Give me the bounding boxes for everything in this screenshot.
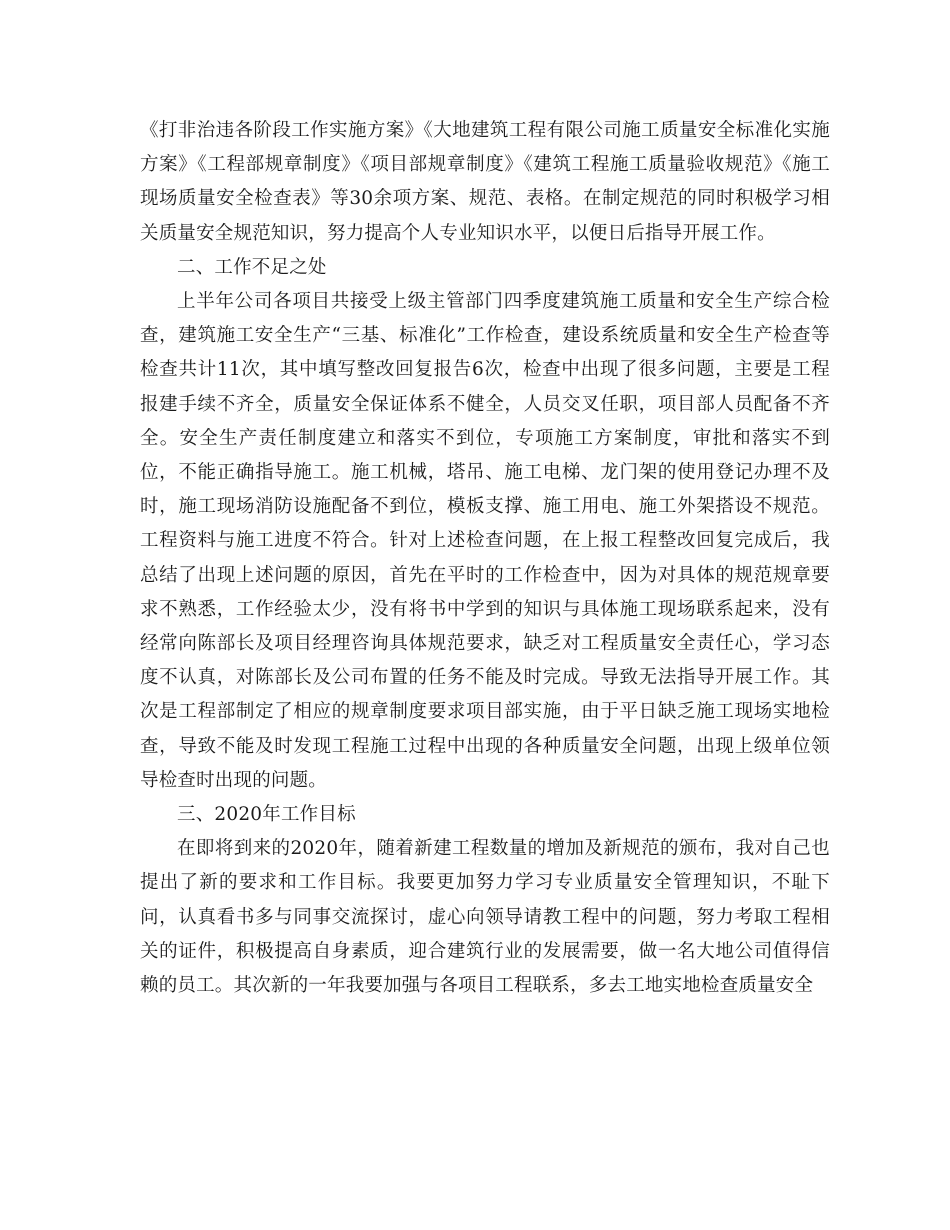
- section-heading-shortcomings: 二、工作不足之处: [177, 256, 327, 278]
- paragraph-plans-list: 《打非治违各阶段工作实施方案》《大地建筑工程有限公司施工质量安全标准化实施方案》《工程部规章制度》《项目部规章制度》《建筑工程施工质量验收规范》《施工现场质量安全检查表》等30余项方案、规范、表格。在制定规范的同时积极学习相关质量安全规范知识，努力提高个人专业知识水平，以便日后指导开展工作。: [140, 120, 830, 244]
- paragraph-2020-goals: 在即将到来的2020年，随着新建工程数量的增加及新规范的颁布，我对自己也提出了新的要求和工作目标。我要更加努力学习专业质量安全管理知识，不耻下问，认真看书多与同事交流探讨，虚心向领导请教工程中的问题，努力考取工程相关的证件，积极提高自身素质，迎合建筑行业的发展需要，做一名大地公司值得信赖的员工。其次新的一年我要加强与各项目工程联系，多去工地实地检查质量安全: [140, 838, 830, 997]
- document-body: [140, 114, 830, 1003]
- section-heading-2020-goals: 三、2020年工作目标: [177, 804, 356, 826]
- paragraph-shortcomings: 上半年公司各项目共接受上级主管部门四季度建筑施工质量和安全生产综合检查，建筑施工安全生产“三基、标准化”工作检查，建设系统质量和安全生产检查等检查共计11次，其中填写整改回复报告6次，检查中出现了很多问题，主要是工程报建手续不齐全，质量安全保证体系不健全，人员交叉任职，项目部人员配备不齐全。安全生产责任制度建立和落实不到位，专项施工方案制度，审批和落实不到位，不能正确指导施工。施工机械，塔吊、施工电梯、龙门架的使用登记办理不及时，施工现场消防设施配备不到位，模板支撑、施工用电、施工外架搭设不规范。工程资料与施工进度不符合。针对上述检查问题，在上报工程整改回复完成后，我总结了出现上述问题的原因，首先在平时的工作检查中，因为对具体的规范规章要求不熟悉，工作经验太少，没有将书中学到的知识与具体施工现场联系起来，没有经常向陈部长及项目经理咨询具体规范要求，缺乏对工程质量安全责任心，学习态度不认真，对陈部长及公司布置的任务不能及时完成。导致无法指导开展工作。其次是工程部制定了相应的规章制度要求项目部实施，由于平日缺乏施工现场实地检查，导致不能及时发现工程施工过程中出现的各种质量安全问题，出现上级单位领导检查时出现的问题。: [140, 291, 830, 791]
